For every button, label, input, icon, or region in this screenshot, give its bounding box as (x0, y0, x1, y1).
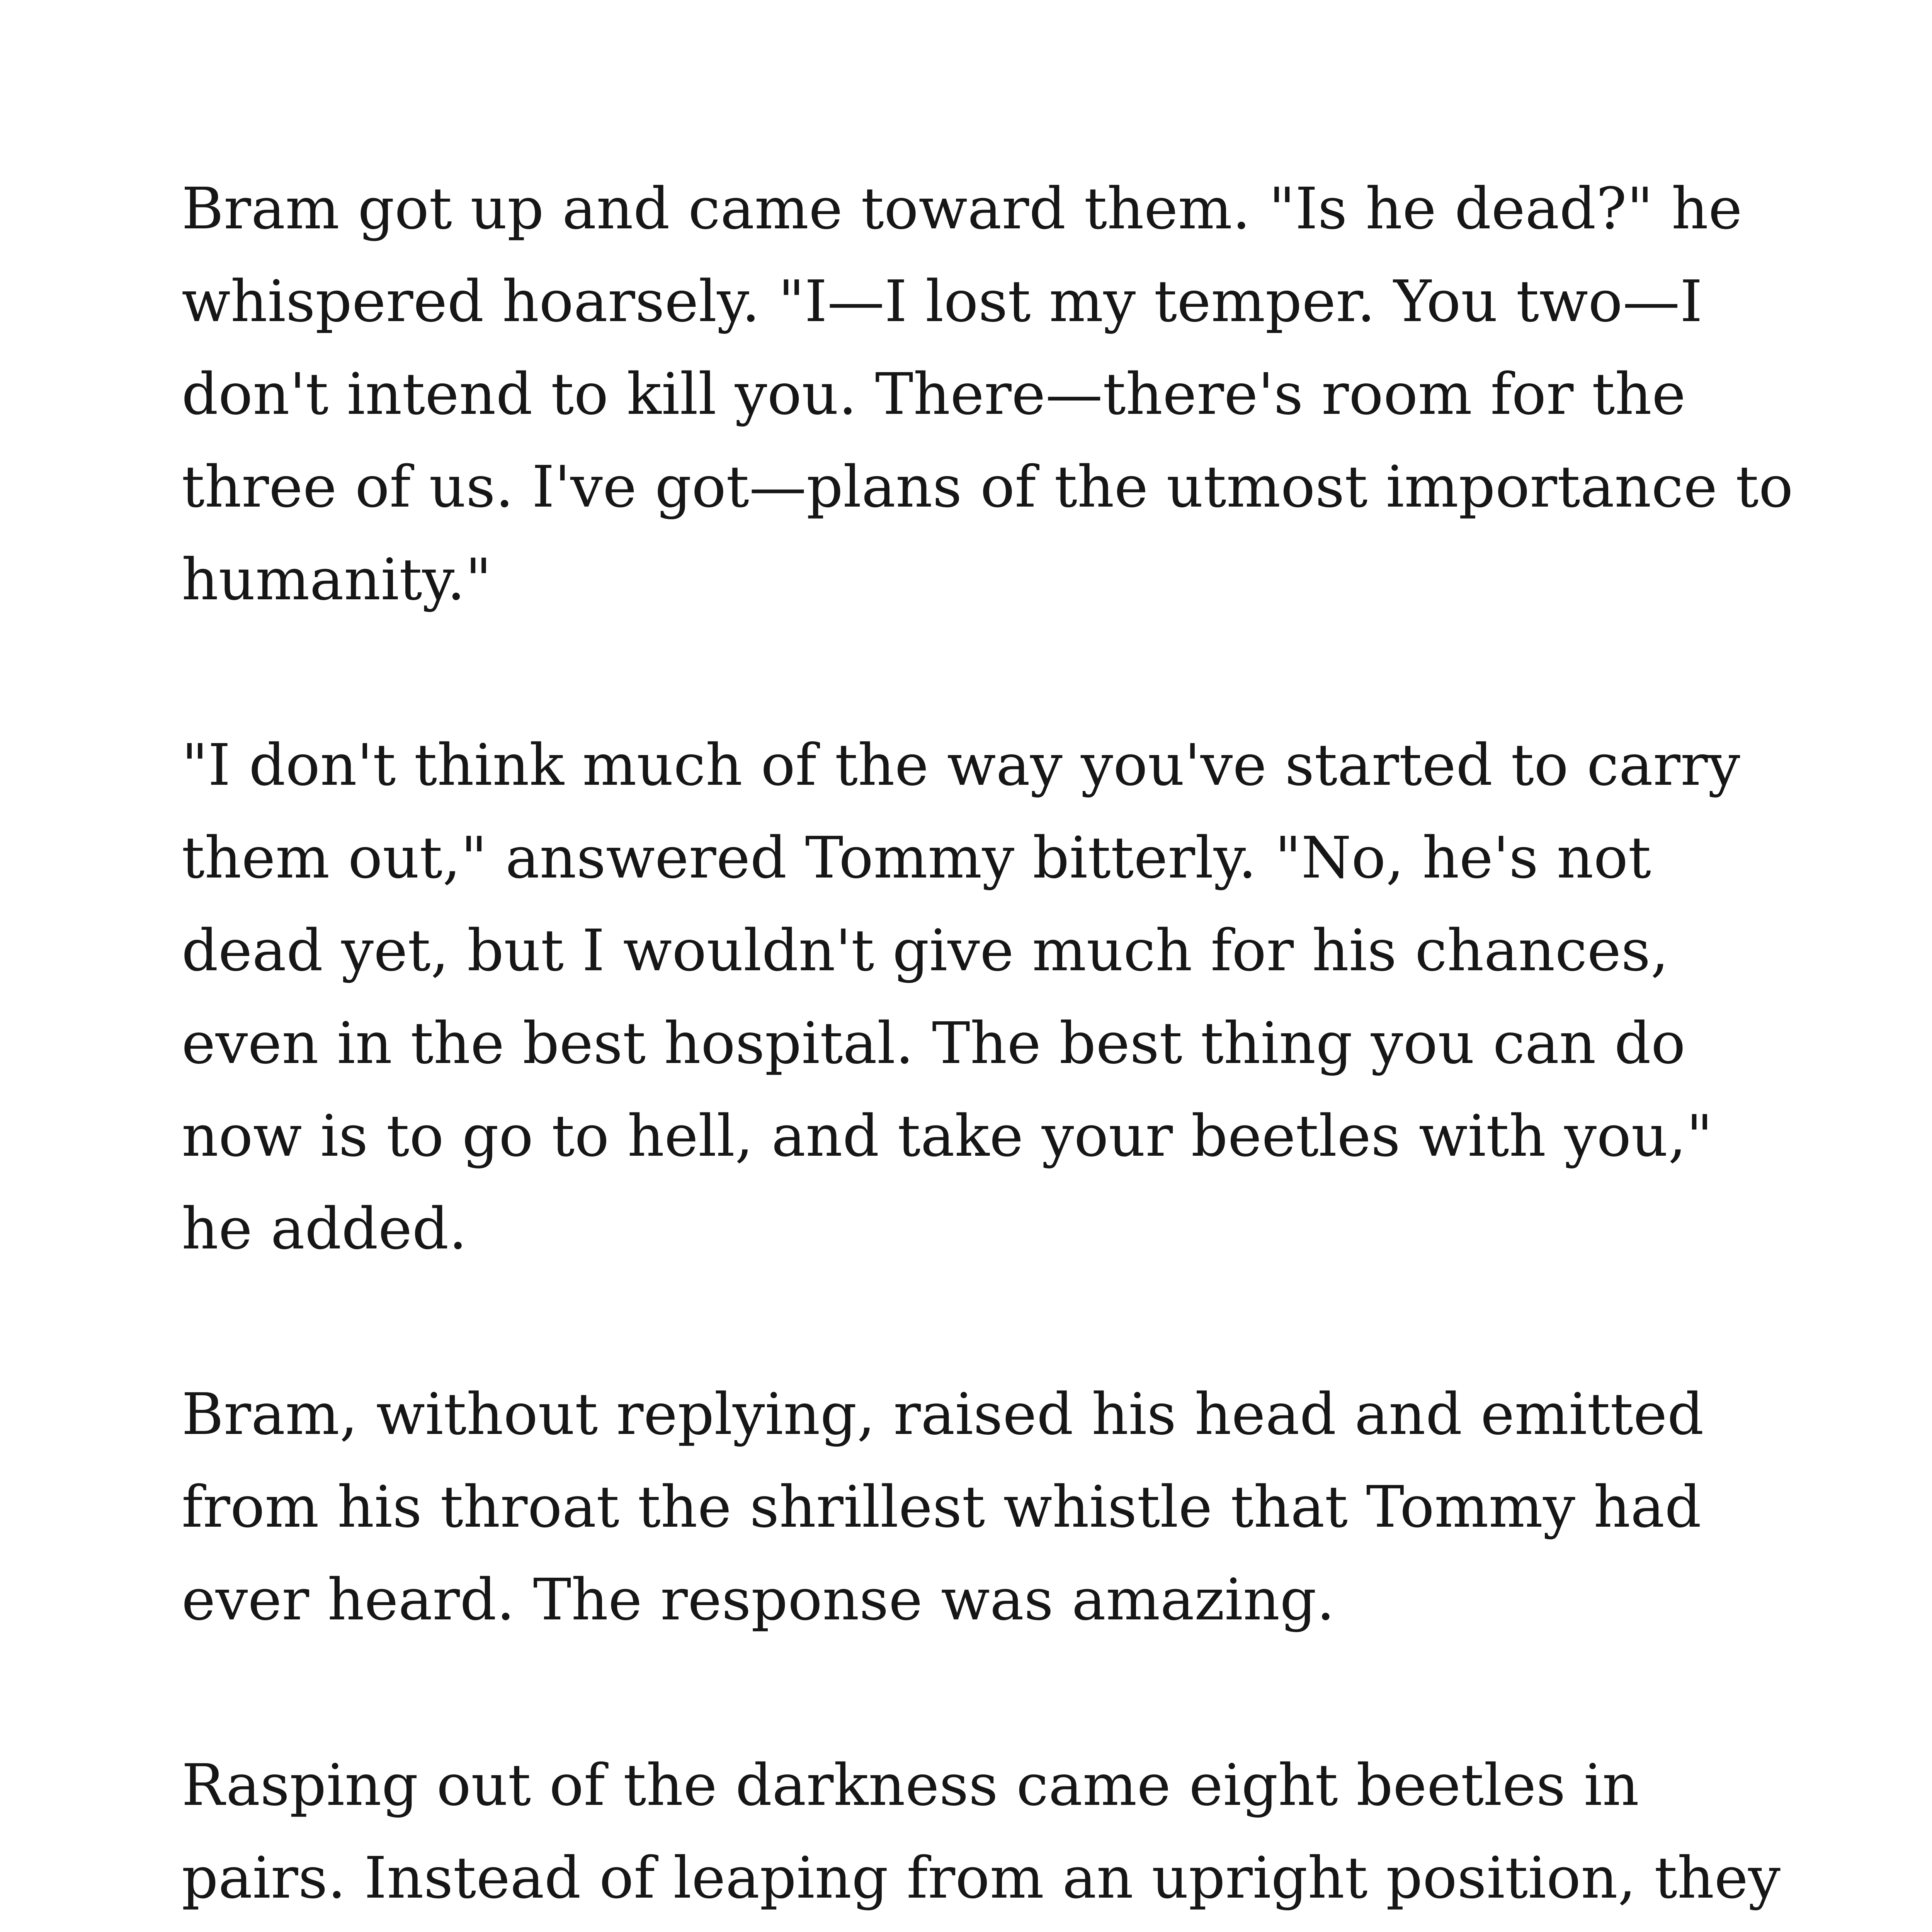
paragraph: "I don't think much of the way you've started to carry them out," answered Tommy bitterly. "No, he's not dead yet, but I wouldn't give much for his chances, even in the best hospital. The best thing you can do now is to go to hell, and take your beetles with you," he added. (182, 732, 1740, 1262)
paragraph: Rasping out of the darkness came eight beetles in pairs. Instead of leaping from an upright position, they (182, 1752, 1781, 1911)
body-text (182, 162, 1797, 1932)
paragraph: Bram got up and came toward them. "Is he dead?" he whispered hoarsely. "I—I lost my temper. You two—I don't intend to kill you. There—there's room for the three of us. I've got—plans of the utmost importance to humanity." (182, 175, 1793, 613)
paragraph: Bram, without replying, raised his head and emitted from his throat the shrillest whistle that Tommy had ever heard. The response was amazing. (182, 1381, 1704, 1633)
